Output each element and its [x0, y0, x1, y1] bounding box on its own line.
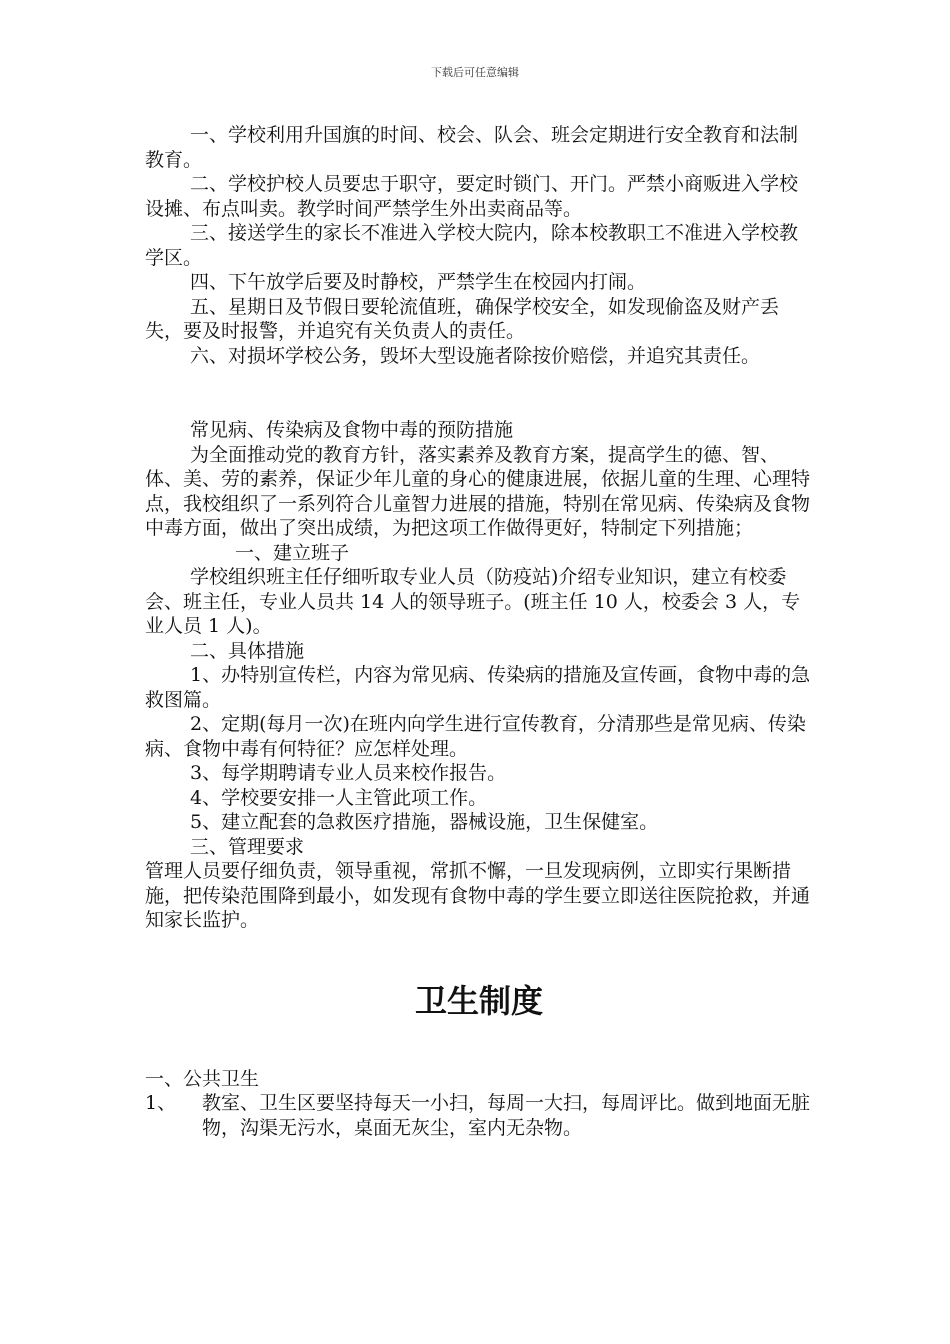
prevention-intro: 为全面推动党的教育方针，落实素养及教育方案，提高学生的德、智、体、美、劳的素养，保证少年儿童的身心的健康进展，依据儿童的生理、心理特点，我校组织了一系列符合儿童智力进展的措施，特别在常见病、传染病及食物中毒方面，做出了突出成绩，为把这项工作做得更好，特制定下列措施； — [145, 443, 811, 539]
prevention-section-2-title: 二、具体措施 — [190, 639, 305, 662]
measure-item-1: 1、办特别宣传栏，内容为常见病、传染病的措施及宣传画，食物中毒的急救图篇。 — [145, 664, 811, 711]
hygiene-item-1 — [145, 1091, 813, 1140]
hygiene-item-number: 1、 — [145, 1092, 177, 1114]
prevention-section-1-title: 一、建立班子 — [235, 541, 350, 564]
security-item-4: 四、下午放学后要及时静校，严禁学生在校园内打闹。 — [190, 271, 647, 293]
prevention-section-3-text: 管理人员要仔细负责，领导重视，常抓不懈，一旦发现病例，立即实行果断措施，把传染范围降到最小，如发现有食物中毒的学生要立即送往医院抢救，并通知家长监护。 — [145, 860, 811, 931]
security-item-5: 五、星期日及节假日要轮流值班，确保学校安全，如发现偷盗及财产丢失，要及时报警，并追究有关负责人的责任。 — [145, 295, 780, 342]
hygiene-subheading: 一、公共卫生 — [145, 1067, 260, 1090]
hygiene-title: 卫生制度 — [414, 981, 543, 1020]
prevention-section-1-text: 学校组织班主任仔细听取专业人员（防疫站)介绍专业知识，建立有校委会、班主任，专业人员共 14 人的领导班子。(班主任 10 人，校委会 3 人，专业人员 1 人)。 — [145, 566, 801, 637]
page-header-note: 下载后可任意编辑 — [431, 66, 519, 79]
security-item-2: 二、学校护校人员要忠于职守，要定时锁门、开门。严禁小商贩进入学校设摊、布点叫卖。教学时间严禁学生外出卖商品等。 — [145, 173, 799, 220]
measure-item-4: 4、学校要安排一人主管此项工作。 — [190, 786, 488, 809]
measure-item-3: 3、每学期聘请专业人员来校作报告。 — [190, 762, 507, 784]
measure-item-2: 2、定期(每月一次)在班内向学生进行宣传教育，分清那些是常见病、传染病、食物中毒有何特征？应怎样处理。 — [145, 713, 806, 760]
document-body — [145, 123, 813, 1140]
section-spacer — [145, 368, 813, 418]
hygiene-item-text: 教室、卫生区要坚持每天一小扫，每周一大扫，每周评比。做到地面无脏物，沟渠无污水，桌面无灰尘，室内无杂物。 — [202, 1092, 811, 1139]
security-item-6: 六、对损坏学校公务，毁坏大型设施者除按价赔偿，并追究其责任。 — [190, 344, 761, 367]
measure-item-5: 5、建立配套的急救医疗措施，器械设施，卫生保健室。 — [190, 811, 659, 833]
security-item-3: 三、接送学生的家长不准进入学校大院内，除本校教职工不准进入学校教学区。 — [145, 222, 799, 269]
security-item-1: 一、学校利用升国旗的时间、校会、队会、班会定期进行安全教育和法制教育。 — [145, 124, 799, 171]
prevention-section-3-title: 三、管理要求 — [190, 835, 305, 858]
prevention-heading: 常见病、传染病及食物中毒的预防措施 — [190, 419, 514, 441]
